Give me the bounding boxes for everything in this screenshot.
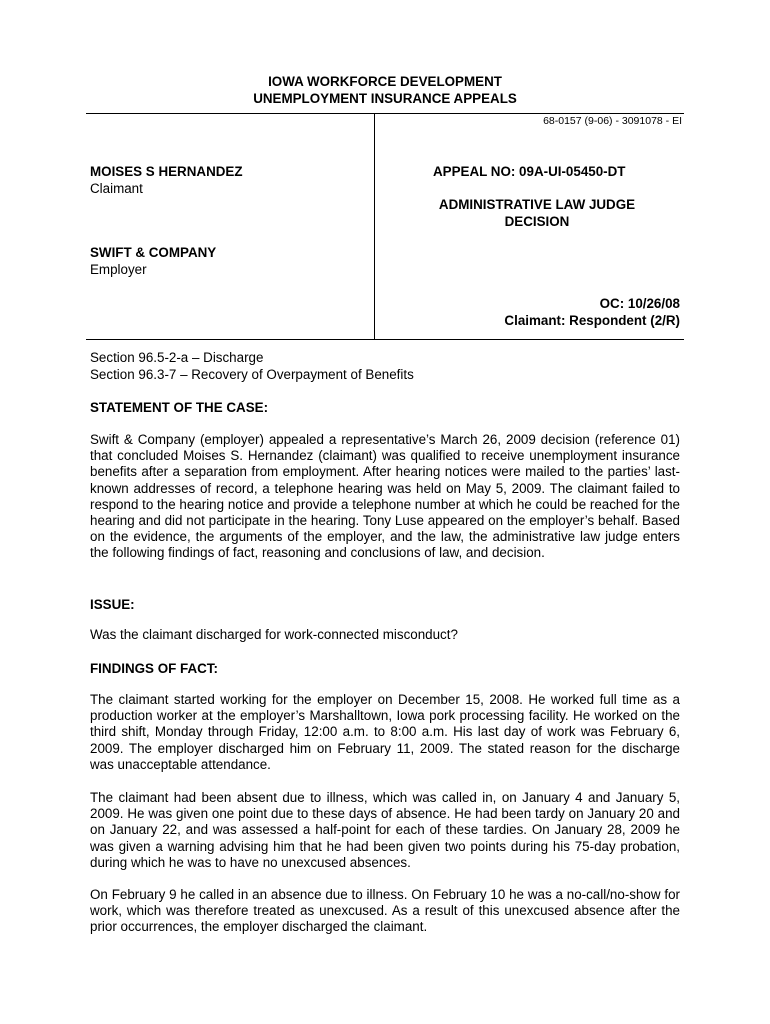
caption-top-rule <box>86 113 684 114</box>
form-number: 68-0157 (9-06) - 3091078 - EI <box>543 115 682 127</box>
decision-title-line2: DECISION <box>504 214 570 229</box>
findings-paragraph-1: The claimant started working for the employer on December 15, 2008. He worked full time as a production worker at the employer’s Marshalltown, Iowa pork processing facility. He worked on the third shift, Monday through Friday, 12:00 a.m. to 8:00 a.m. His last day of work was February 6, 2009. The employer discharged him on February 11, 2009. The stated reason for the discharge was unacceptable attendance. <box>90 692 680 772</box>
decision-title-line1: ADMINISTRATIVE LAW JUDGE <box>438 197 636 212</box>
caption-divider <box>374 114 375 340</box>
decision-title <box>400 196 674 230</box>
findings-paragraph-3: On February 9 he called in an absence due to illness. On February 10 he was a no-call/no-show for work, which was therefore treated as unexcused. As a result of this unexcused absence after the prior occurrences, the employer discharged the claimant. <box>90 887 680 935</box>
agency-title: IOWA WORKFORCE DEVELOPMENT <box>268 74 502 89</box>
appeal-number: APPEAL NO: 09A-UI-05450-DT <box>433 164 626 179</box>
caption-bottom-rule <box>86 339 684 340</box>
claimant-name: MOISES S HERNANDEZ <box>90 164 243 179</box>
issue-paragraph: Was the claimant discharged for work-connected misconduct? <box>90 627 458 642</box>
claimant-status: Claimant: Respondent (2/R) <box>504 313 680 328</box>
findings-heading: FINDINGS OF FACT: <box>90 661 218 676</box>
statement-paragraph: Swift & Company (employer) appealed a representative’s March 26, 2009 decision (reference 01) that concluded Moises S. Hernandez (claimant) was qualified to receive unemployment insurance benefits after a separation from employment. After hearing notices were mailed to the parties’ last-known addresses of record, a telephone hearing was held on May 5, 2009. The claimant failed to respond to the hearing notice and provide a telephone number at which he could be reached for the hearing and did not participate in the hearing. Tony Luse appeared on the employer’s behalf. Based on the evidence, the arguments of the employer, and the law, the administrative law judge enters the following findings of fact, reasoning and conclusions of law, and decision. <box>90 432 680 561</box>
statement-heading: STATEMENT OF THE CASE: <box>90 400 269 415</box>
claimant-role: Claimant <box>90 181 143 196</box>
division-title: UNEMPLOYMENT INSURANCE APPEALS <box>253 91 517 106</box>
section-overpayment: Section 96.3-7 – Recovery of Overpayment of Benefits <box>90 367 414 382</box>
oc-date: OC: 10/26/08 <box>599 296 680 311</box>
employer-name: SWIFT & COMPANY <box>90 245 217 260</box>
section-discharge: Section 96.5-2-a – Discharge <box>90 350 264 365</box>
issue-heading: ISSUE: <box>90 597 135 612</box>
findings-paragraph-2: The claimant had been absent due to illness, which was called in, on January 4 and January 5, 2009. He was given one point due to these days of absence. He had been tardy on January 20 and on January 22, and was assessed a half-point for each of these tardies. On January 28, 2009 he was given a warning advising him that he had been given two points during his 75-day probation, during which he was to have no unexcused absences. <box>90 790 680 870</box>
employer-role: Employer <box>90 262 147 277</box>
